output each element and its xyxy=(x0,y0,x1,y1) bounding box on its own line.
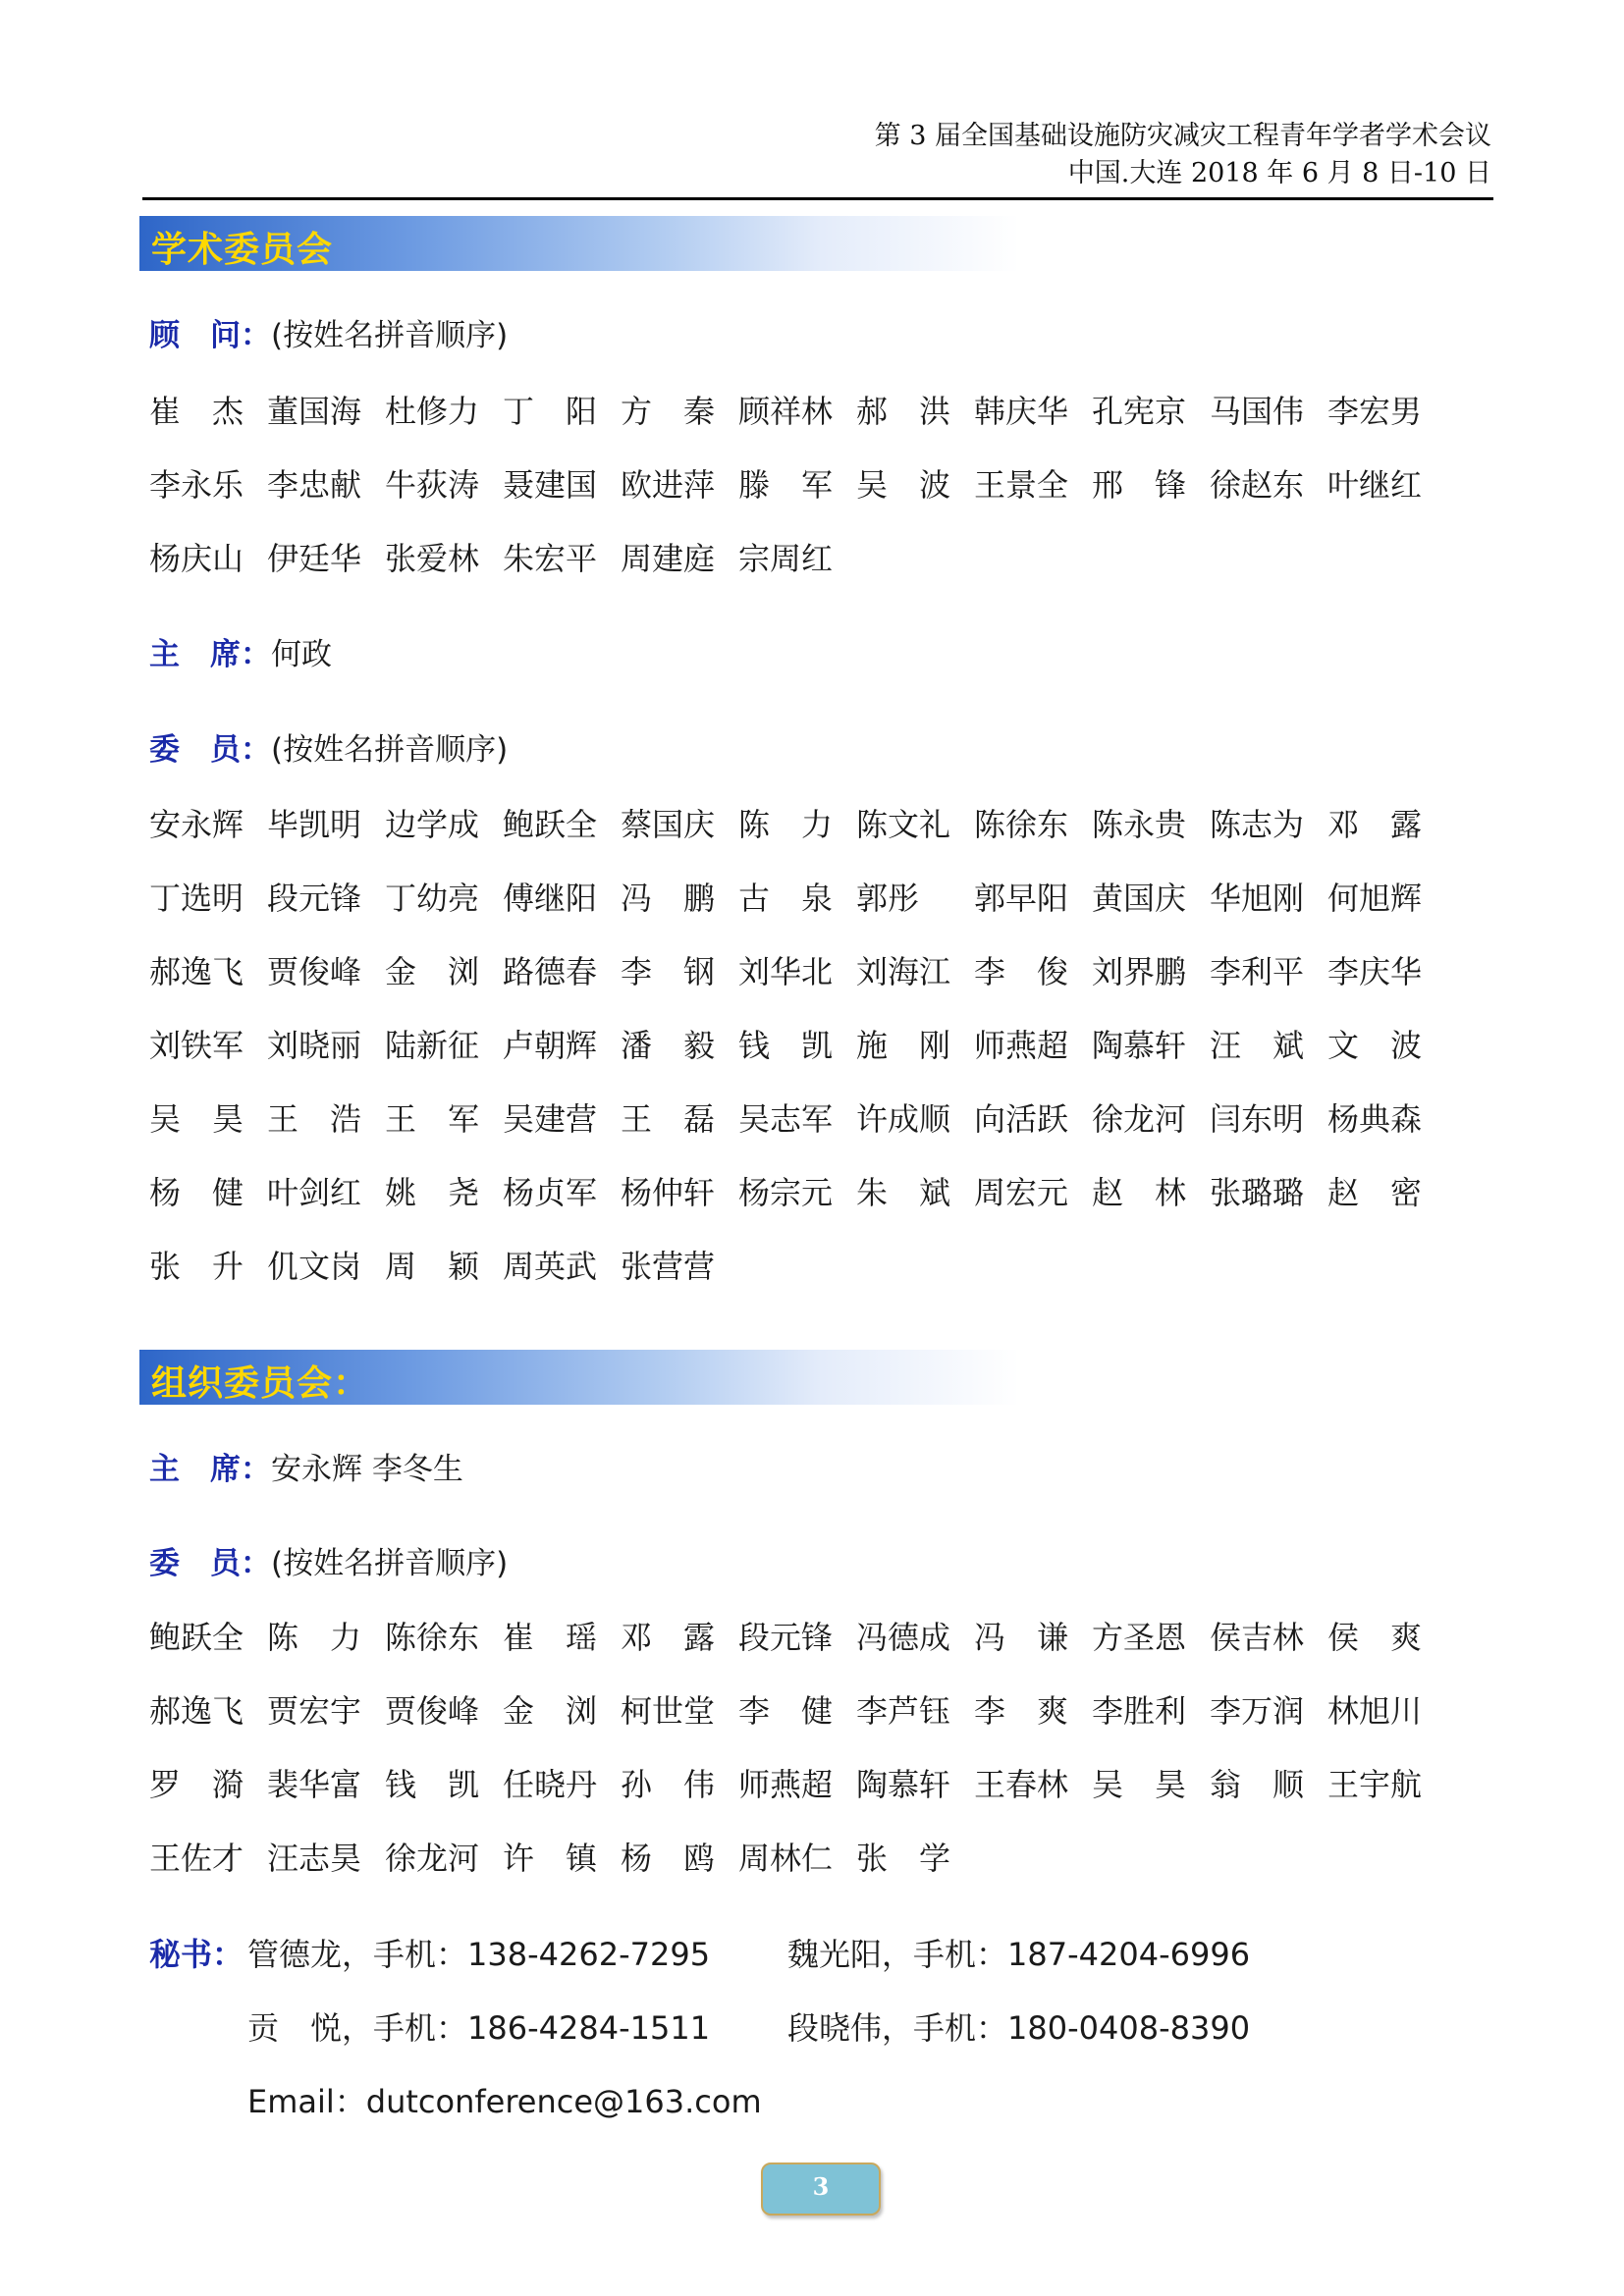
person-name: 仉文岗 xyxy=(267,1248,362,1285)
person-name: 蔡国庆 xyxy=(621,806,716,843)
person-name: 方圣恩 xyxy=(1092,1619,1187,1656)
person-name: 叶继红 xyxy=(1327,466,1423,504)
person-name: 师燕超 xyxy=(738,1766,834,1803)
person-name: 朱 斌 xyxy=(856,1174,951,1211)
person-name: 陶慕轩 xyxy=(856,1766,951,1803)
person-name: 卢朝辉 xyxy=(503,1027,598,1064)
person-name: 李宏男 xyxy=(1327,393,1423,430)
person-name: 向活跃 xyxy=(974,1100,1069,1138)
organizing-chair-label xyxy=(149,1448,463,1491)
person-name: 滕 军 xyxy=(738,466,834,504)
person-name: 邢 锋 xyxy=(1092,466,1187,504)
person-name: 陈徐东 xyxy=(385,1619,480,1656)
person-name: 宗周红 xyxy=(738,540,834,577)
academic-members-note: (按姓名拼音顺序) xyxy=(271,732,509,768)
person-name: 李庆华 xyxy=(1327,953,1423,990)
person-name: 王 军 xyxy=(385,1100,480,1138)
person-name: 杨宗元 xyxy=(738,1174,834,1211)
person-name: 汪志昊 xyxy=(267,1840,362,1877)
person-name: 张璐璐 xyxy=(1210,1174,1305,1211)
person-name: 刘界鹏 xyxy=(1092,953,1187,990)
academic-committee-title: 学术委员会 xyxy=(151,230,334,270)
secretary-role: 秘书： xyxy=(149,1936,244,1973)
person-name: 裴华富 xyxy=(267,1766,362,1803)
conference-location-date: 中国.大连 2018 年 6 月 8 日-10 日 xyxy=(1067,158,1491,188)
person-name: 潘 毅 xyxy=(621,1027,716,1064)
person-name: 许成顺 xyxy=(856,1100,951,1138)
secretary-contact: 魏光阳，手机：187-4204-6996 xyxy=(787,1936,1251,1973)
person-name: 方 秦 xyxy=(621,393,716,430)
person-name: 韩庆华 xyxy=(974,393,1069,430)
person-name: 鲍跃全 xyxy=(503,806,598,843)
person-name: 刘华北 xyxy=(738,953,834,990)
conference-title: 第 3 届全国基础设施防灾减灾工程青年学者学术会议 xyxy=(874,121,1491,151)
person-name: 古 泉 xyxy=(738,880,834,917)
organizing-chair-names: 安永辉 李冬生 xyxy=(271,1452,463,1487)
person-name: 牛荻涛 xyxy=(385,466,480,504)
person-name: 侯 爽 xyxy=(1327,1619,1423,1656)
person-name: 郝逸飞 xyxy=(149,953,244,990)
person-name: 施 刚 xyxy=(856,1027,951,1064)
organizing-members-label xyxy=(149,1542,508,1585)
person-name: 徐龙河 xyxy=(385,1840,480,1877)
person-name: 杨典森 xyxy=(1327,1100,1423,1138)
person-name: 邓 露 xyxy=(1327,806,1423,843)
person-name: 王春林 xyxy=(974,1766,1069,1803)
person-name: 徐赵东 xyxy=(1210,466,1305,504)
person-name: 金 浏 xyxy=(503,1692,598,1730)
person-name: 傅继阳 xyxy=(503,880,598,917)
person-name: 杜修力 xyxy=(385,393,480,430)
person-name: 汪 斌 xyxy=(1210,1027,1305,1064)
person-name: 丁选明 xyxy=(149,880,244,917)
person-name: 李万润 xyxy=(1210,1692,1305,1730)
person-name: 吴建营 xyxy=(503,1100,598,1138)
academic-members-list xyxy=(149,803,1504,1288)
person-name: 周英武 xyxy=(503,1248,598,1285)
advisors-list xyxy=(149,390,1504,580)
person-name: 贾俊峰 xyxy=(267,953,362,990)
person-name: 张 升 xyxy=(149,1248,244,1285)
person-name: 陈永贵 xyxy=(1092,806,1187,843)
organizing-members-note: (按姓名拼音顺序) xyxy=(271,1546,509,1581)
secretary-contact: 段晓伟，手机：180-0408-8390 xyxy=(787,2009,1251,2047)
person-name: 任晓丹 xyxy=(503,1766,598,1803)
person-name: 杨 鸥 xyxy=(621,1840,716,1877)
person-name: 何旭辉 xyxy=(1327,880,1423,917)
conference-header xyxy=(875,118,1491,192)
person-name: 吴志军 xyxy=(738,1100,834,1138)
person-name: 李 爽 xyxy=(974,1692,1069,1730)
person-name: 李胜利 xyxy=(1092,1692,1187,1730)
person-name: 吴 波 xyxy=(856,466,951,504)
person-name: 王 磊 xyxy=(621,1100,716,1138)
person-name: 崔 瑶 xyxy=(503,1619,598,1656)
person-name: 陈 力 xyxy=(738,806,834,843)
academic-chair-role: 主 席： xyxy=(149,637,271,672)
person-name: 刘晓丽 xyxy=(267,1027,362,1064)
person-name: 李忠献 xyxy=(267,466,362,504)
person-name: 刘海江 xyxy=(856,953,951,990)
person-name: 周建庭 xyxy=(621,540,716,577)
person-name: 冯 谦 xyxy=(974,1619,1069,1656)
person-name: 陶慕轩 xyxy=(1092,1027,1187,1064)
person-name: 郝 洪 xyxy=(856,393,951,430)
person-name: 王 浩 xyxy=(267,1100,362,1138)
person-name: 刘铁军 xyxy=(149,1027,244,1064)
person-name: 孔宪京 xyxy=(1092,393,1187,430)
person-name: 华旭刚 xyxy=(1210,880,1305,917)
person-name: 冯 鹏 xyxy=(621,880,716,917)
person-name: 师燕超 xyxy=(974,1027,1069,1064)
person-name: 段元锋 xyxy=(738,1619,834,1656)
person-name: 李 钢 xyxy=(621,953,716,990)
person-name: 钱 凯 xyxy=(385,1766,480,1803)
person-name: 邓 露 xyxy=(621,1619,716,1656)
person-name: 赵 林 xyxy=(1092,1174,1187,1211)
header-divider xyxy=(142,197,1493,200)
organizing-members-role: 委 员： xyxy=(149,1546,271,1581)
person-name: 王景全 xyxy=(974,466,1069,504)
academic-chair-label xyxy=(149,633,332,676)
person-name: 安永辉 xyxy=(149,806,244,843)
person-name: 郭彤 xyxy=(856,880,920,917)
person-name: 陈徐东 xyxy=(974,806,1069,843)
person-name: 吴 昊 xyxy=(1092,1766,1187,1803)
person-name: 伊廷华 xyxy=(267,540,362,577)
person-name: 闫东明 xyxy=(1210,1100,1305,1138)
person-name: 金 浏 xyxy=(385,953,480,990)
organizing-members-list xyxy=(149,1616,1504,1880)
academic-chair-name: 何政 xyxy=(271,637,332,672)
person-name: 陆新征 xyxy=(385,1027,480,1064)
academic-members-role: 委 员： xyxy=(149,732,271,768)
person-name: 冯德成 xyxy=(856,1619,951,1656)
person-name: 马国伟 xyxy=(1210,393,1305,430)
person-name: 丁幼亮 xyxy=(385,880,480,917)
person-name: 李 俊 xyxy=(974,953,1069,990)
secretary-contact: 管德龙，手机：138-4262-7295 xyxy=(247,1936,711,1973)
organizing-committee-title: 组织委员会： xyxy=(151,1363,370,1404)
person-name: 李 健 xyxy=(738,1692,834,1730)
person-name: 陈志为 xyxy=(1210,806,1305,843)
person-name: 顾祥林 xyxy=(738,393,834,430)
person-name: 黄国庆 xyxy=(1092,880,1187,917)
person-name: 崔 杰 xyxy=(149,393,244,430)
secretary-contact: 贡 悦，手机：186-4284-1511 xyxy=(247,2009,711,2047)
academic-committee-banner xyxy=(139,216,1239,271)
person-name: 侯吉林 xyxy=(1210,1619,1305,1656)
person-name: 鲍跃全 xyxy=(149,1619,244,1656)
person-name: 周 颖 xyxy=(385,1248,480,1285)
person-name: 罗 漪 xyxy=(149,1766,244,1803)
person-name: 李永乐 xyxy=(149,466,244,504)
person-name: 钱 凯 xyxy=(738,1027,834,1064)
person-name: 叶剑红 xyxy=(267,1174,362,1211)
person-name: 张爱林 xyxy=(385,540,480,577)
person-name: 陈文礼 xyxy=(856,806,951,843)
advisors-note: (按姓名拼音顺序) xyxy=(271,318,509,353)
organizing-committee-banner xyxy=(139,1350,1239,1405)
advisors-label xyxy=(149,314,508,357)
secretary-email[interactable]: Email：dutconference@163.com xyxy=(247,2083,762,2120)
person-name: 段元锋 xyxy=(267,880,362,917)
person-name: 聂建国 xyxy=(503,466,598,504)
person-name: 贾俊峰 xyxy=(385,1692,480,1730)
person-name: 郝逸飞 xyxy=(149,1692,244,1730)
person-name: 徐龙河 xyxy=(1092,1100,1187,1138)
person-name: 李利平 xyxy=(1210,953,1305,990)
person-name: 杨贞军 xyxy=(503,1174,598,1211)
person-name: 欧进萍 xyxy=(621,466,716,504)
person-name: 贾宏宇 xyxy=(267,1692,362,1730)
person-name: 许 镇 xyxy=(503,1840,598,1877)
page-number: 3 xyxy=(812,2172,830,2201)
person-name: 林旭川 xyxy=(1327,1692,1423,1730)
person-name: 丁 阳 xyxy=(503,393,598,430)
person-name: 姚 尧 xyxy=(385,1174,480,1211)
person-name: 柯世堂 xyxy=(621,1692,716,1730)
person-name: 朱宏平 xyxy=(503,540,598,577)
page-number-badge xyxy=(761,2163,881,2216)
person-name: 李芦钰 xyxy=(856,1692,951,1730)
person-name: 陈 力 xyxy=(267,1619,362,1656)
person-name: 王宇航 xyxy=(1327,1766,1423,1803)
person-name: 张 学 xyxy=(856,1840,951,1877)
person-name: 文 波 xyxy=(1327,1027,1423,1064)
organizing-chair-role: 主 席： xyxy=(149,1452,271,1487)
person-name: 杨 健 xyxy=(149,1174,244,1211)
person-name: 周宏元 xyxy=(974,1174,1069,1211)
person-name: 王佐才 xyxy=(149,1840,244,1877)
person-name: 杨庆山 xyxy=(149,540,244,577)
person-name: 张营营 xyxy=(621,1248,716,1285)
person-name: 董国海 xyxy=(267,393,362,430)
person-name: 孙 伟 xyxy=(621,1766,716,1803)
person-name: 边学成 xyxy=(385,806,480,843)
person-name: 吴 昊 xyxy=(149,1100,244,1138)
academic-members-label xyxy=(149,728,508,772)
person-name: 郭早阳 xyxy=(974,880,1069,917)
advisors-role: 顾 问： xyxy=(149,318,271,353)
person-name: 路德春 xyxy=(503,953,598,990)
person-name: 毕凯明 xyxy=(267,806,362,843)
secretary-label xyxy=(149,1933,244,1976)
person-name: 赵 密 xyxy=(1327,1174,1423,1211)
person-name: 翁 顺 xyxy=(1210,1766,1305,1803)
person-name: 周林仁 xyxy=(738,1840,834,1877)
person-name: 杨仲轩 xyxy=(621,1174,716,1211)
